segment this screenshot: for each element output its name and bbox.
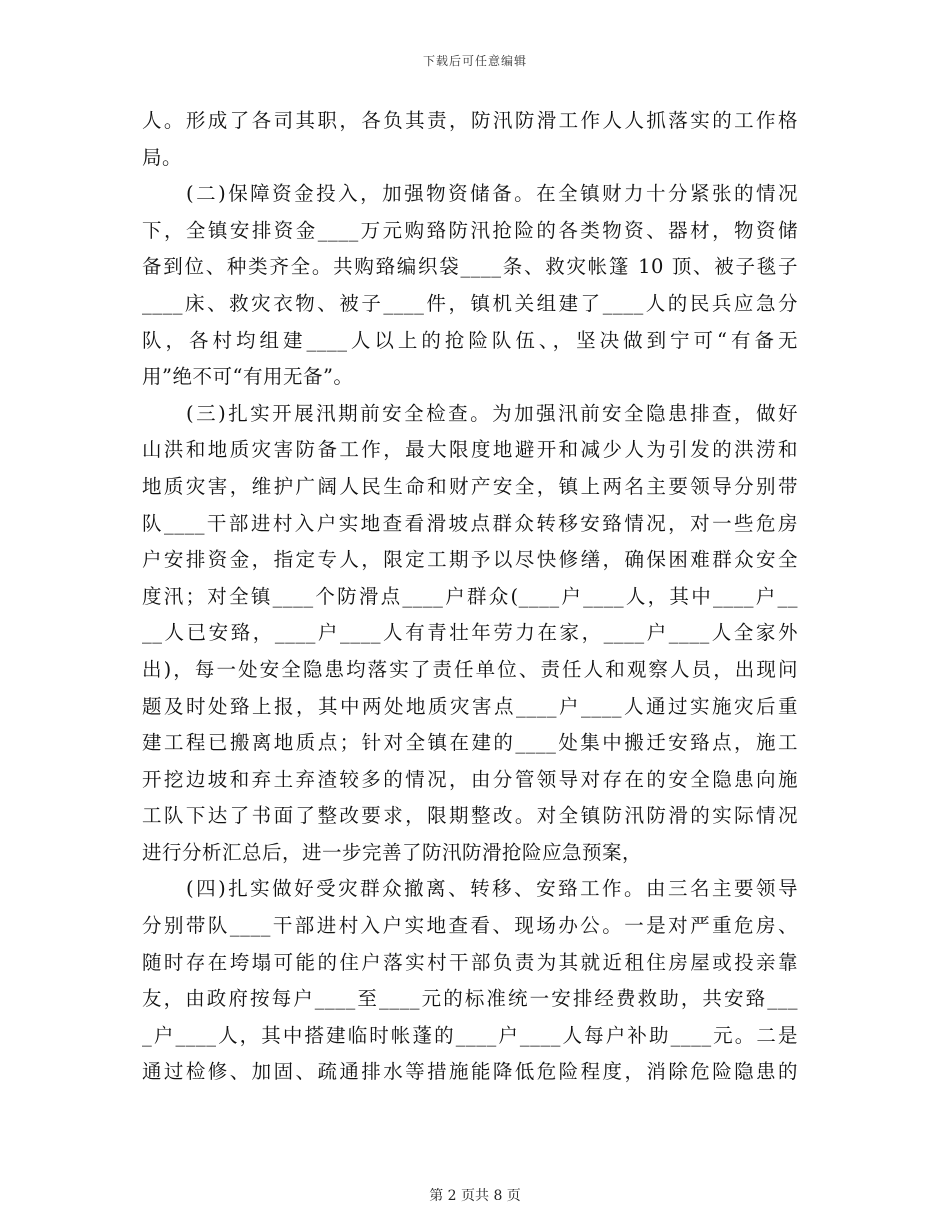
document-line: 建工程已搬离地质点；针对全镇在建的____处集中搬迁安臵点，施工 xyxy=(142,731,798,755)
document-line: 备到位、种类齐全。共购臵编织袋____条、救灾帐篷 10 顶、被子毯子 xyxy=(142,255,798,279)
document-line: (三)扎实开展汛期前安全检查。为加强汛前安全隐患排查，做好 xyxy=(186,401,798,425)
document-line: 度汛；对全镇____个防滑点____户群众(____户____人，其中____户__ xyxy=(142,584,798,608)
page-header: 下载后可任意编辑 xyxy=(422,54,527,68)
document-line: 随时存在垮塌可能的住户落实村干部负责为其就近租住房屋或投亲靠 xyxy=(142,950,798,974)
document-line: _户____人，其中搭建临时帐蓬的____户____人每户补助____元。二是 xyxy=(142,1023,798,1047)
document-line: 山洪和地质灾害防备工作，最大限度地避开和减少人为引发的洪涝和 xyxy=(142,438,798,462)
document-line: 友，由政府按每户____至____元的标准统一安排经费救助，共安臵___ xyxy=(142,987,798,1011)
document-line: 队____干部进村入户实地查看滑坡点群众转移安臵情况，对一些危房 xyxy=(142,511,798,535)
document-line: 人。形成了各司其职，各负其责，防汛防滑工作人人抓落实的工作格 xyxy=(142,109,798,132)
document-line: 地质灾害，维护广阔人民生命和财产安全，镇上两名主要领导分别带 xyxy=(142,474,798,498)
document-body xyxy=(142,103,798,1091)
document-line: 下，全镇安排资金____万元购臵防汛抢险的各类物资、器材，物资储 xyxy=(142,218,798,242)
document-line: ____床、救灾衣物、被子____件，镇机关组建了____人的民兵应急分 xyxy=(142,291,798,315)
document-line: 题及时处臵上报，其中两处地质灾害点____户____人通过实施灾后重 xyxy=(142,694,798,718)
document-line: 工队下达了书面了整改要求，限期整改。对全镇防汛防滑的实际情况 xyxy=(142,804,798,828)
document-line: 户安排资金，指定专人，限定工期予以尽快修缮，确保困难群众安全 xyxy=(142,548,798,572)
document-line: 开挖边坡和弃土弃渣较多的情况，由分管领导对存在的安全隐患向施 xyxy=(142,767,798,791)
document-line: 进行分析汇总后，进一步完善了防汛防滑抢险应急预案， xyxy=(142,840,643,864)
page-footer-page-number: 第 2 页共 8 页 xyxy=(429,1188,521,1204)
document-line: __人已安臵，____户____人有青壮年劳力在家，____户____人全家外 xyxy=(142,621,798,645)
document-line: (四)扎实做好受灾群众撤离、转移、安臵工作。由三名主要领导 xyxy=(186,877,798,901)
document-line: 分别带队____干部进村入户实地查看、现场办公。一是对严重危房、 xyxy=(142,914,798,938)
document-line: 队，各村均组建____人以上的抢险队伍、，坚决做到宁可“有备无 xyxy=(142,328,798,352)
document-line: 通过检修、加固、疏通排水等措施能降低危险程度，消除危险隐患的 xyxy=(142,1060,798,1084)
document-line: 用”绝不可“有用无备”。 xyxy=(142,365,354,389)
document-line: (二)保障资金投入，加强物资储备。在全镇财力十分紧张的情况 xyxy=(186,182,798,206)
document-line: 局。 xyxy=(142,145,183,169)
document-line: 出)，每一处安全隐患均落实了责任单位、责任人和观察人员，出现问 xyxy=(142,657,798,681)
